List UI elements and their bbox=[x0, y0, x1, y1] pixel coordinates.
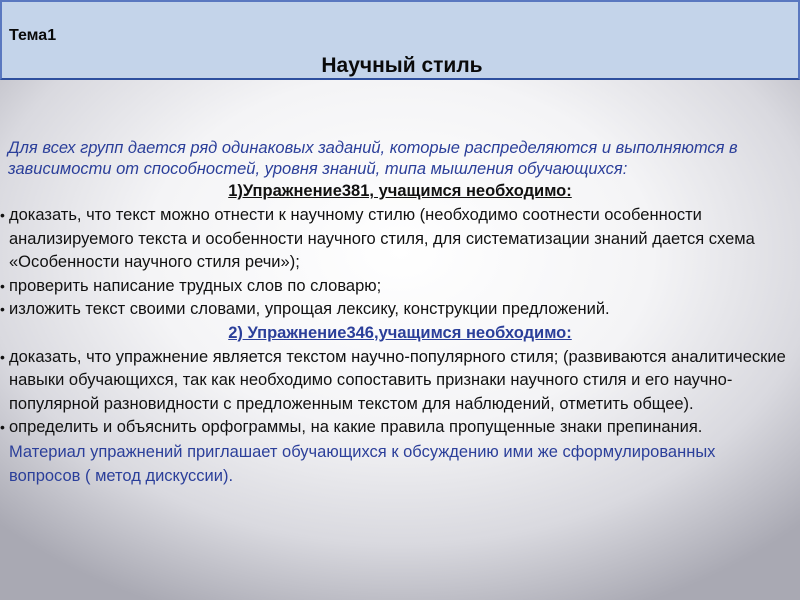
bullet-icon: • bbox=[0, 207, 5, 223]
exercise-1-heading-text: 1)Упражнение381, учащимся необходимо: bbox=[228, 182, 572, 200]
exercise-1-list bbox=[0, 204, 800, 322]
list-item: • доказать, что текст можно отнести к научному стилю (необходимо соотнести особенности анализируемого текста и особенности научного стиля, для систематизации знаний дается схема «Особенности научного стиля речи»); bbox=[0, 206, 755, 271]
list-item: • доказать, что упражнение является текстом научно-популярного стиля; (развиваются аналитические навыки обучающихся, так как необходимо сопоставить признаки научного стиля и его научно-популярной разновидности с предложенным текстом для наблюдений, отметить общее). bbox=[0, 347, 786, 413]
bullet-icon: • bbox=[0, 301, 5, 317]
list-item: • определить и объяснить орфограммы, на какие правила пропущенные знаки препинания. bbox=[0, 416, 799, 440]
bullet-icon: • bbox=[0, 419, 5, 435]
exercise-2-list bbox=[0, 346, 800, 440]
intro-text: Для всех групп дается ряд одинаковых заданий, которые распределяются и выполняются в зависимости от способностей, уровня знаний, типа мышления обучающихся: bbox=[8, 139, 738, 178]
slide-title: Научный стиль bbox=[321, 54, 483, 77]
list-item: • изложить текст своими словами, упрощая лексику, конструкции предложений. bbox=[0, 298, 799, 322]
exercise-2-heading-text: 2) Упражнение346,учащимся необходимо: bbox=[228, 323, 572, 342]
slide-header bbox=[0, 0, 800, 80]
slide-content bbox=[0, 138, 800, 488]
list-item: • проверить написание трудных слов по словарю; bbox=[0, 275, 799, 299]
closing-text: Материал упражнений приглашает обучающихся к обсуждению ими же сформулированных вопросов ( метод дискуссии). bbox=[9, 442, 716, 485]
bullet-icon: • bbox=[0, 348, 5, 365]
bullet-icon: • bbox=[0, 277, 5, 294]
exercise-2-heading bbox=[0, 323, 800, 344]
topic-label: Тема1 bbox=[9, 27, 57, 44]
exercise-1-heading bbox=[0, 181, 800, 202]
